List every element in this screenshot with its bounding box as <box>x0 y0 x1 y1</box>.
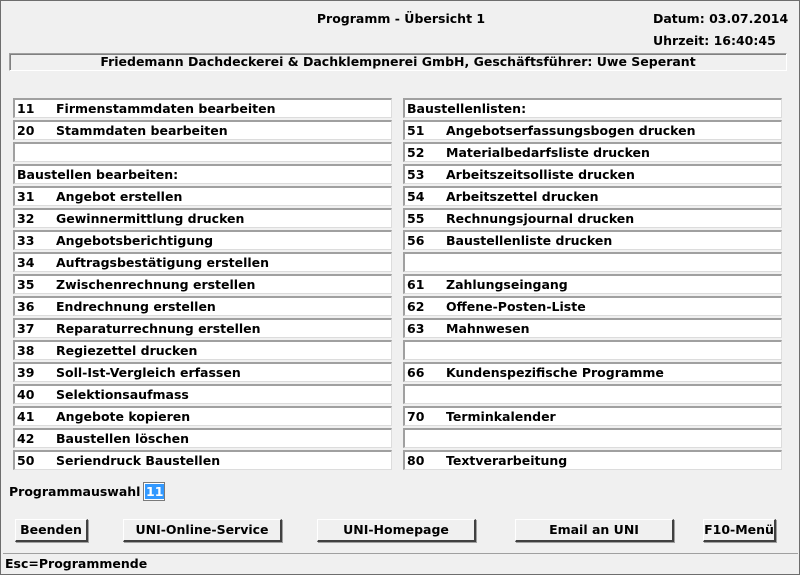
menu-item-36[interactable] <box>13 296 392 316</box>
menu-item-31[interactable] <box>13 186 392 206</box>
menu-item-number: 61 <box>407 277 425 292</box>
time-value: 16:40:45 <box>713 33 776 48</box>
menu-item-number: 33 <box>17 233 35 248</box>
menu-item-70[interactable] <box>403 406 782 426</box>
menu-item-number: 41 <box>17 409 35 424</box>
menu-item-61[interactable] <box>403 274 782 294</box>
menu-item-number: 51 <box>407 123 425 138</box>
menu-item-33[interactable] <box>13 230 392 250</box>
quit-button[interactable]: Beenden <box>15 519 88 542</box>
menu-item-label: Auftragsbestätigung erstellen <box>56 255 270 270</box>
program-select-value: 11 <box>146 484 164 499</box>
menu-item-number: 63 <box>407 321 425 336</box>
menu-item-label: Arbeitszettel drucken <box>446 189 599 204</box>
menu-item-label: Angebote kopieren <box>56 409 191 424</box>
menu-item-number: 20 <box>17 123 35 138</box>
menu-item-number: 42 <box>17 431 35 446</box>
menu-item-number: 36 <box>17 299 35 314</box>
menu-item-66[interactable] <box>403 362 782 382</box>
date-label: Datum: <box>653 11 705 26</box>
menu-item-label: Arbeitszeitsolliste drucken <box>446 167 635 182</box>
menu-item-label: Kundenspezifische Programme <box>446 365 664 380</box>
menu-item-number: 53 <box>407 167 425 182</box>
menu-item-40[interactable] <box>13 384 392 404</box>
menu-item-63[interactable] <box>403 318 782 338</box>
date-display <box>653 11 788 26</box>
menu-item-41[interactable] <box>13 406 392 426</box>
menu-item-label: Baustellen löschen <box>56 431 190 446</box>
menu-item-53[interactable] <box>403 164 782 184</box>
menu-item-label: Terminkalender <box>446 409 556 424</box>
menu-item-label: Endrechnung erstellen <box>56 299 216 314</box>
menu-item-50[interactable] <box>13 450 392 470</box>
menu-item-number: 11 <box>17 101 35 116</box>
menu-item-number: 37 <box>17 321 35 336</box>
menu-item-number: 80 <box>407 453 425 468</box>
menu-item-54[interactable] <box>403 186 782 206</box>
menu-item-number: 70 <box>407 409 425 424</box>
email-button[interactable]: Email an UNI <box>515 519 674 542</box>
menu-empty-slot <box>403 384 782 404</box>
menu-item-35[interactable] <box>13 274 392 294</box>
menu-heading <box>403 98 782 118</box>
menu-item-number: 62 <box>407 299 425 314</box>
menu-item-label: Angebotserfassungsbogen drucken <box>446 123 696 138</box>
menu-empty-slot <box>403 340 782 360</box>
menu-item-label: Selektionsaufmass <box>56 387 189 402</box>
company-banner: Friedemann Dachdeckerei & Dachklempnerei GmbH, Geschäftsführer: Uwe Seperant <box>9 53 787 71</box>
menu-item-label: Offene-Posten-Liste <box>446 299 586 314</box>
menu-item-label: Zahlungseingang <box>446 277 568 292</box>
homepage-button[interactable]: UNI-Homepage <box>317 519 476 542</box>
menu-item-label: Mahnwesen <box>446 321 530 336</box>
menu-item-32[interactable] <box>13 208 392 228</box>
menu-item-number: 55 <box>407 211 425 226</box>
menu-item-number: 39 <box>17 365 35 380</box>
time-label: Uhrzeit: <box>653 33 710 48</box>
menu-item-label: Zwischenrechnung erstellen <box>56 277 256 292</box>
date-value: 03.07.2014 <box>709 11 789 26</box>
menu-item-label: Seriendruck Baustellen <box>56 453 221 468</box>
menu-item-label: Soll-Ist-Vergleich erfassen <box>56 365 241 380</box>
online-service-button[interactable]: UNI-Online-Service <box>123 519 282 542</box>
menu-item-80[interactable] <box>403 450 782 470</box>
window-title: Programm - Übersicht 1 <box>316 11 486 26</box>
menu-item-42[interactable] <box>13 428 392 448</box>
menu-item-label: Rechnungsjournal drucken <box>446 211 635 226</box>
menu-item-number: 56 <box>407 233 425 248</box>
menu-item-number: 40 <box>17 387 35 402</box>
menu-item-55[interactable] <box>403 208 782 228</box>
menu-item-number: 50 <box>17 453 35 468</box>
menu-empty-slot <box>403 428 782 448</box>
time-display <box>653 33 776 48</box>
menu-item-20[interactable] <box>13 120 392 140</box>
menu-item-56[interactable] <box>403 230 782 250</box>
menu-item-label: Materialbedarfsliste drucken <box>446 145 650 160</box>
menu-empty-slot <box>13 142 392 162</box>
menu-item-38[interactable] <box>13 340 392 360</box>
f10-menu-button[interactable]: F10-Menü <box>703 519 776 542</box>
menu-item-number: 54 <box>407 189 425 204</box>
menu-item-label: Regiezettel drucken <box>56 343 198 358</box>
menu-item-62[interactable] <box>403 296 782 316</box>
menu-heading-text: Baustellenlisten: <box>407 101 527 116</box>
menu-item-number: 35 <box>17 277 35 292</box>
menu-empty-slot <box>403 252 782 272</box>
menu-item-37[interactable] <box>13 318 392 338</box>
menu-item-39[interactable] <box>13 362 392 382</box>
menu-item-51[interactable] <box>403 120 782 140</box>
menu-item-label: Stammdaten bearbeiten <box>56 123 228 138</box>
menu-item-label: Baustellenliste drucken <box>446 233 613 248</box>
menu-item-number: 32 <box>17 211 35 226</box>
menu-item-number: 38 <box>17 343 35 358</box>
menu-item-number: 66 <box>407 365 425 380</box>
menu-item-52[interactable] <box>403 142 782 162</box>
menu-item-label: Angebotsberichtigung <box>56 233 214 248</box>
menu-item-number: 31 <box>17 189 35 204</box>
menu-item-number: 52 <box>407 145 425 160</box>
menu-item-label: Textverarbeitung <box>446 453 568 468</box>
menu-item-11[interactable] <box>13 98 392 118</box>
menu-item-label: Firmenstammdaten bearbeiten <box>56 101 276 116</box>
menu-item-label: Reparaturrechnung erstellen <box>56 321 261 336</box>
menu-item-34[interactable] <box>13 252 392 272</box>
menu-item-number: 34 <box>17 255 35 270</box>
menu-heading-text: Baustellen bearbeiten: <box>17 167 179 182</box>
status-bar: Esc=Programmende <box>3 553 798 573</box>
menu-heading <box>13 164 392 184</box>
program-select-input[interactable] <box>143 482 165 501</box>
menu-item-label: Angebot erstellen <box>56 189 183 204</box>
menu-item-label: Gewinnermittlung drucken <box>56 211 245 226</box>
program-select-label: Programmauswahl <box>9 484 141 499</box>
